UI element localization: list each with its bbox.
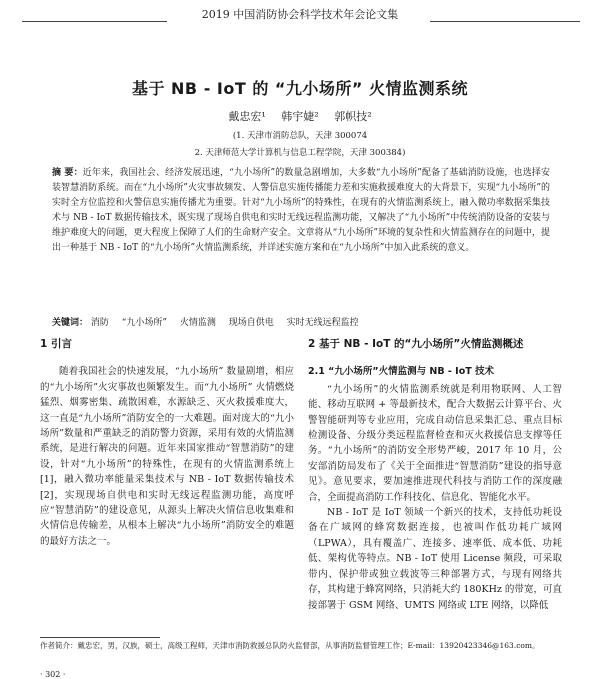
affiliation-1: (1. 天津市消防总队，天津 300074	[232, 131, 368, 141]
section-1-heading: 1 引言	[40, 338, 72, 350]
keywords	[52, 315, 550, 328]
right-column	[308, 337, 562, 613]
affiliation-2: 2. 天津师范大学计算机与信息工程学院，天津 300384)	[194, 148, 406, 158]
section-2-heading: 2 基于 NB - IoT 的“九小场所”火情监测概述	[308, 338, 524, 350]
section-2-paragraph-2: NB - IoT 是 IoT 领域一个新兴的技术，支持低功耗设备在广域网的蜂窝数据连接，也被叫作低功耗广域网（LPWA），具有覆盖广、连接多、速率低、成本低、功耗低、架构优等特点。NB - IoT 使用 License 频段，可采取带内、保护带或独立载波等三种部署方式，与现有网络共存，其构建于蜂窝网络，只消耗大约 180KHz 的带宽，可直接部署于 GSM 网络、UMTS 网络或 LTE 网络，以降低	[308, 507, 562, 611]
running-header: 2019 中国消防协会科学技术年会论文集	[201, 8, 399, 21]
keyword: “九小场所”	[121, 318, 167, 328]
footnote-rule	[40, 637, 160, 638]
left-column	[40, 337, 294, 549]
keyword: 消防	[90, 318, 109, 328]
author-footnote: 作者简介：戴忠宏，男，汉族，硕士，高级工程师，天津市消防救援总队防火监督部，从事消防监督管理工作；E-mail：13920423346@163.com。	[40, 641, 540, 650]
section-2-1-heading: 2.1 “九小场所”火情监测与 NB - IoT 技术	[308, 366, 495, 378]
abstract-text: 近年来，我国社会、经济发展迅速，“九小场所”的数量急剧增加，大多数“九小场所”配备了基础消防设施，也选择安装智慧消防系统。而在“九小场所”火灾事故频发、人警信息实施传播能力差和实施救援难度大的大背景下，实现“九小场所”的实时全方位监控和火警信息实施传播尤为重要。针对“九小场所”的特殊性，在现有的火情监测系统上，融入微功率数据采集技术与 NB - IoT 数据传输技术，既实现了现场自供电和实时无线远程监测功能，又解决了“九小场所”中传统消防设备的安装与维护难度大的问题，更大程度上保障了人们的生命财产安全。文章将从“九小场所”环境的复杂性和火情监测存在的问题中，提出一种基于 NB - IoT 的“九小场所”火情监测系统，并详述实施方案和在“九小场所”中加入此系统的意义。	[52, 168, 550, 253]
keyword: 现场自供电	[228, 318, 274, 328]
author-name: 戴忠宏¹	[228, 110, 266, 123]
author-list	[0, 108, 600, 124]
keywords-label: 关键词：	[52, 318, 89, 328]
author-name: 郭帜技²	[334, 110, 372, 123]
section-2-paragraph-1: “九小场所”的火情监测系统就是利用物联网、人工智能、移动互联网 + 等最新技术，配合大数据云计算平台、火警智能研判等专业应用，完成自动信息采集汇总、重点目标检测设备、分级分类远程监督检查和灭火救援信息支撑等任务。“九小场所”的消防安全形势严峻，2017 年 10 月，公安部消防局发布了《关于全面推进“智慧消防”建设的指导意见》。意见要求，要加速推进现代科技与消防工作的深度融合，全面提高消防工作科技化、信息化、智能化水平。	[308, 383, 562, 503]
abstract	[52, 166, 550, 256]
paper-title: 基于 NB - IoT 的 “九小场所” 火情监测系统	[131, 79, 469, 98]
header-rule-left	[22, 21, 167, 22]
abstract-label: 摘 要：	[52, 168, 83, 178]
header-rule-right	[430, 21, 580, 22]
author-name: 韩宇婕²	[281, 110, 319, 123]
page-number: · 302 ·	[40, 670, 66, 679]
section-1-paragraph: 随着我国社会的快速发展，“九小场所” 数量剧增，相应的“九小场所”火灾事故也频繁发生。而“九小场所” 火情燃烧猛烈、烟雾密集、疏散困难，水源缺乏、灭火救援难度大，这一直是“九小场所”消防安全的一大难题。面对庞大的“九小场所”数量和严重缺乏的消防警力资源，采用有效的火情监测系统，是进行解决的问题。近年来国家推动“智慧消防”的建设，针对“九小场所”的特殊性，在现有的火情监测系统上[1]，融入微功率能量采集技术与 NB - IoT 数据传输技术[2]，实现现场自供电和实时无线远程监测功能，高度呼应“智慧消防”的建设意见，从源头上解决火情信息收集难和火情信息传输差，从根本上解决“九小场所”消防安全的难题的最好方法之一。	[40, 366, 294, 547]
keyword: 火情监测	[179, 318, 216, 328]
keyword: 实时无线远程监控	[286, 318, 359, 328]
